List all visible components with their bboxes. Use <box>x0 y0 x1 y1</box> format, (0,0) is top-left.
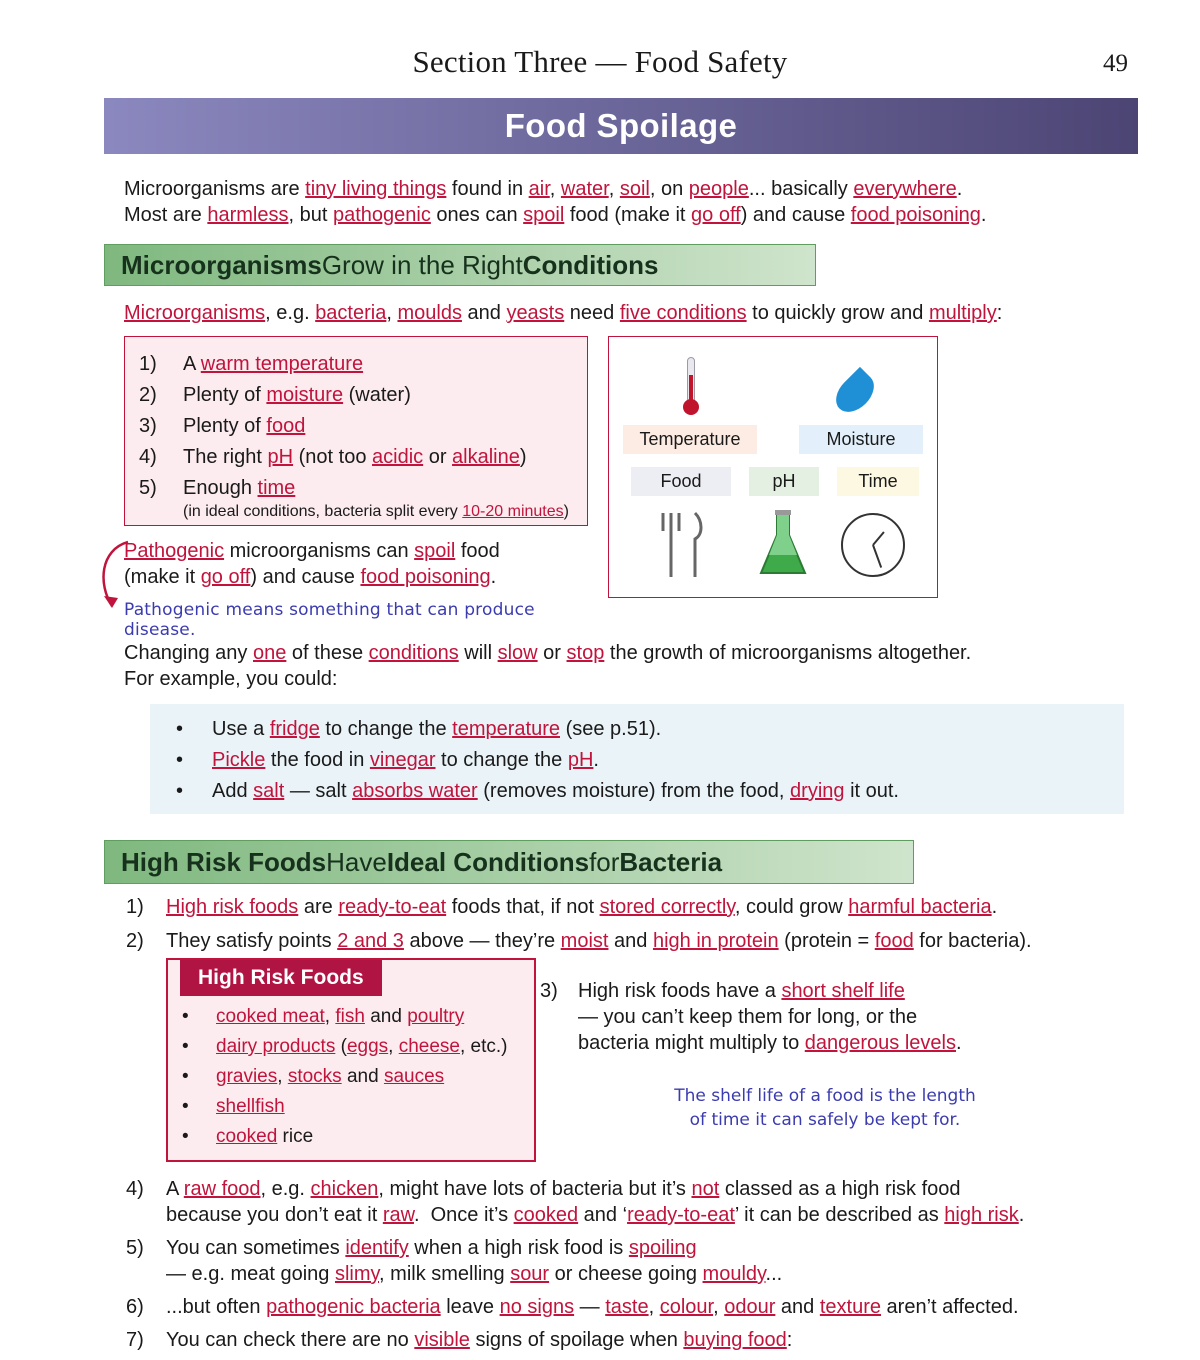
list-item <box>168 1092 534 1122</box>
list-text: You can sometimes identify when a high risk food is spoiling — e.g. meat going slimy, milk smelling sour or cheese going mouldy... <box>166 1237 783 1285</box>
changing-line-1: Changing any one of these conditions will slow or stop the growth of microorganisms altogether. <box>124 642 972 664</box>
page-header <box>0 44 1200 80</box>
heading-hr-part1: High Risk Foods <box>121 846 327 877</box>
high-risk-points-top <box>126 894 1124 962</box>
handwritten-line-2: of time it can safely be kept for. <box>689 1110 961 1130</box>
changing-line-2: For example, you could: <box>124 668 338 690</box>
section-heading-conditions <box>104 244 816 286</box>
cutlery-icon <box>651 509 709 586</box>
intro-paragraph <box>124 176 1124 228</box>
bullet-icon: • <box>176 718 184 740</box>
examples-box <box>150 704 1124 814</box>
page-number: 49 <box>1103 50 1128 77</box>
list-item <box>139 349 573 380</box>
list-text: High risk foods are ready-to-eat foods that, if not stored correctly, could grow harmful bacteria. <box>166 896 998 918</box>
bullet-icon: • <box>182 1066 189 1087</box>
list-item <box>139 442 573 473</box>
heading-hr-part5: Bacteria <box>619 846 723 877</box>
list-item <box>126 1294 1124 1320</box>
diagram-label-moisture: Moisture <box>799 425 923 454</box>
bullet-icon: • <box>182 1096 189 1117</box>
list-number: 5) <box>126 1237 144 1259</box>
list-text: Enough time <box>183 477 296 499</box>
list-item <box>126 894 1124 920</box>
section-title: Section Three — Food Safety <box>412 44 788 79</box>
list-item <box>540 978 1010 1056</box>
list-text: shellfish <box>216 1096 285 1117</box>
diagram-label-temperature: Temperature <box>623 425 757 454</box>
list-item <box>126 1235 1124 1287</box>
list-number: 7) <box>126 1329 144 1351</box>
handwritten-line-1: The shelf life of a food is the length <box>674 1086 976 1106</box>
list-number: 5) <box>139 477 157 499</box>
list-item <box>168 1032 534 1062</box>
list-text: dairy products (eggs, cheese, etc.) <box>216 1036 508 1057</box>
list-number: 2) <box>139 384 157 406</box>
list-number: 4) <box>126 1178 144 1200</box>
examples-list <box>150 714 1124 807</box>
clock-icon <box>841 513 905 577</box>
list-item <box>126 1327 1124 1353</box>
bullet-icon: • <box>176 780 184 802</box>
list-number: 1) <box>126 896 144 918</box>
list-text: Pickle the food in vinegar to change the pH. <box>212 749 599 771</box>
list-text: They satisfy points 2 and 3 above — they’re moist and high in protein (protein = food for bacteria). <box>166 930 1032 952</box>
list-item <box>150 745 1124 776</box>
intro-line-1: Microorganisms are tiny living things found in air, water, soil, on people... basically everywhere. <box>124 178 963 200</box>
diagram-icons-row <box>609 349 937 419</box>
heading-conditions-part3: Conditions <box>522 249 659 280</box>
heading-conditions-part1: Microorganisms <box>121 249 322 280</box>
list-item <box>150 776 1124 807</box>
list-item <box>168 1122 534 1152</box>
high-risk-points-bottom <box>126 1176 1124 1360</box>
list-number: 3) <box>540 980 558 1002</box>
list-text: The right pH (not too acidic or alkaline) <box>183 446 527 468</box>
diagram-label-ph: pH <box>749 467 819 496</box>
bullet-icon: • <box>182 1006 189 1027</box>
list-item <box>150 714 1124 745</box>
handwritten-note-pathogenic: Pathogenic means something that can produce disease. <box>124 600 535 640</box>
diagram-label-time: Time <box>837 467 919 496</box>
list-text: A warm temperature <box>183 353 364 375</box>
water-drop-icon <box>773 349 937 419</box>
list-text: gravies, stocks and sauces <box>216 1066 445 1087</box>
list-item <box>126 1176 1124 1228</box>
list-number: 6) <box>126 1296 144 1318</box>
high-risk-foods-list <box>168 1002 534 1152</box>
heading-hr-part2: Have <box>326 846 387 877</box>
pathogenic-line-1: Pathogenic microorganisms can spoil food <box>124 540 500 562</box>
heading-hr-part3: Ideal Conditions <box>386 846 590 877</box>
list-number: 1) <box>139 353 157 375</box>
list-item <box>168 1062 534 1092</box>
conditions-list-note: (in ideal conditions, bacteria split every 10-20 minutes) <box>183 503 569 520</box>
conditions-lead-line: Microorganisms, e.g. bacteria, moulds and yeasts need five conditions to quickly grow and multiply: <box>124 302 1003 324</box>
list-text: You can check there are no visible signs of spoilage when buying food: <box>166 1329 793 1351</box>
pathogenic-line-2: (make it go off) and cause food poisoning. <box>124 566 497 588</box>
bullet-icon: • <box>182 1126 189 1147</box>
high-risk-point-3 <box>540 978 1010 1056</box>
list-text: Add salt — salt absorbs water (removes moisture) from the food, drying it out. <box>212 780 899 802</box>
list-text: Plenty of food <box>183 415 306 437</box>
section-heading-high-risk <box>104 840 914 884</box>
list-item <box>126 928 1124 954</box>
diagram-label-food: Food <box>631 467 731 496</box>
intro-line-2: Most are harmless, but pathogenic ones can spoil food (make it go off) and cause food poisoning. <box>124 204 987 226</box>
pathogenic-paragraph <box>124 538 594 590</box>
list-item <box>139 473 573 504</box>
thermometer-icon <box>609 349 773 419</box>
list-text: ...but often pathogenic bacteria leave no signs — taste, colour, odour and texture aren’t affected. <box>166 1296 1019 1318</box>
conditions-diagram <box>608 336 938 598</box>
list-text: A raw food, e.g. chicken, might have lots of bacteria but it’s not classed as a high risk food because you don’t eat it raw. Once it’s cooked and ‘ready-to-eat’ it can be described as high risk. <box>166 1178 1025 1226</box>
high-risk-foods-box-title: High Risk Foods <box>180 960 382 996</box>
conditions-list <box>139 349 573 504</box>
list-item <box>139 380 573 411</box>
list-number: 3) <box>139 415 157 437</box>
changing-conditions-paragraph <box>124 640 1124 692</box>
list-text: Use a fridge to change the temperature (see p.51). <box>212 718 662 740</box>
page-title: Food Spoilage <box>504 107 738 144</box>
heading-hr-part4: for <box>589 846 620 877</box>
list-number: 2) <box>126 930 144 952</box>
flask-icon <box>751 509 815 586</box>
list-number: 4) <box>139 446 157 468</box>
conditions-list-box <box>124 336 588 526</box>
list-item <box>168 1002 534 1032</box>
bullet-icon: • <box>182 1036 189 1057</box>
list-text: Plenty of moisture (water) <box>183 384 411 406</box>
handwritten-note-shelf-life <box>660 1084 990 1132</box>
list-item <box>139 411 573 442</box>
bullet-icon: • <box>176 749 184 771</box>
chapter-title-bar <box>104 98 1138 154</box>
heading-conditions-part2: Grow in the Right <box>321 249 523 280</box>
list-text: High risk foods have a short shelf life — you can’t keep them for long, or the bacteria might multiply to dangerous levels. <box>578 980 962 1054</box>
list-text: cooked rice <box>216 1126 314 1147</box>
list-text: cooked meat, fish and poultry <box>216 1006 465 1027</box>
